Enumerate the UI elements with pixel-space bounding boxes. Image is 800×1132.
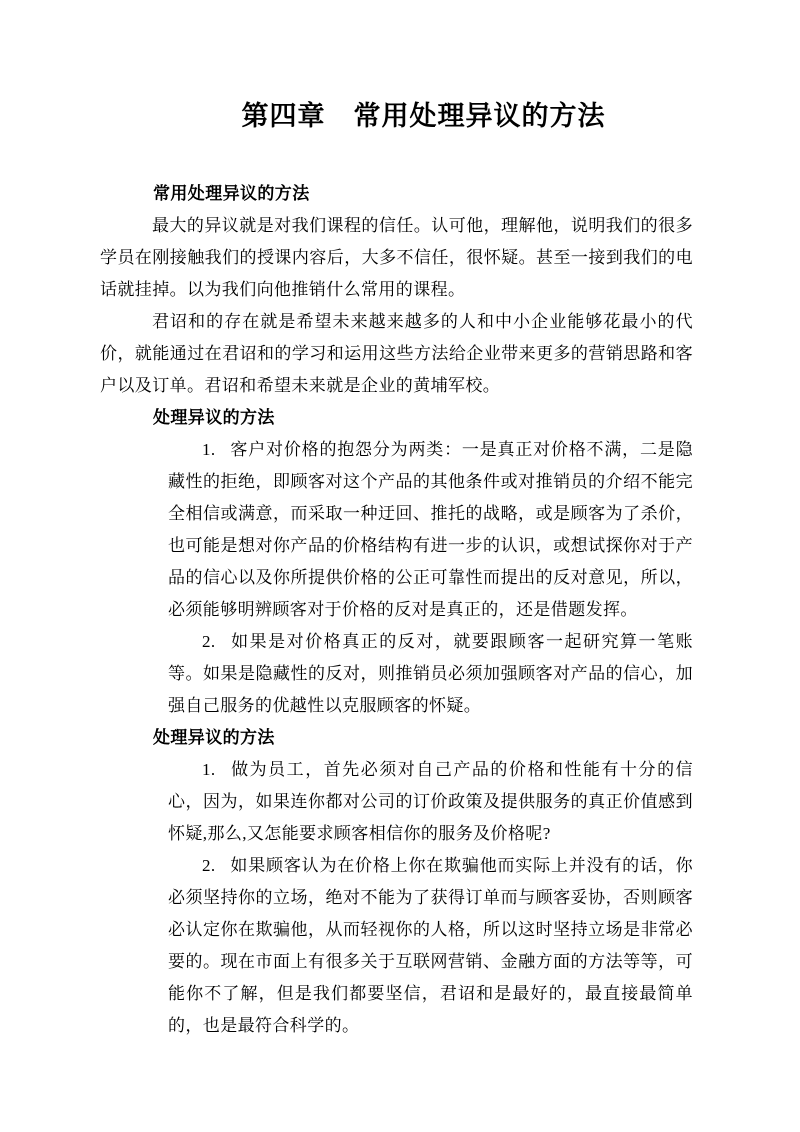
list-item	[168, 434, 693, 626]
list-item-text: 如果是对价格真正的反对，就要跟顾客一起研究算一笔账等。如果是隐藏性的反对，则推销员必须加强顾客对产品的信心，加强自己服务的优越性以克服顾客的怀疑。	[168, 632, 693, 715]
list-item-number: 2.	[202, 856, 216, 875]
section-heading: 处理异议的方法	[153, 728, 275, 747]
chapter-title: 第四章 常用处理异议的方法	[241, 101, 606, 131]
list-item	[168, 626, 693, 722]
list-item-text: 做为员工，首先必须对自己产品的价格和性能有十分的信心，因为，如果连你都对公司的订价政策及提供服务的真正价值感到怀疑,那么,又怎能要求顾客相信你的服务及价格呢?	[168, 760, 693, 843]
list-item-text: 客户对价格的抱怨分为两类：一是真正对价格不满，二是隐藏性的拒绝，即顾客对这个产品的其他条件或对推销员的介绍不能完全相信或满意，而采取一种迂回、推托的战略，或是顾客为了杀价，也可能是想对你产品的价格结构有进一步的认识，或想试探你对于产品的信心以及你所提供价格的公正可靠性而提出的反对意见，所以，必须能够明辨顾客对于价格的反对是真正的，还是借题发挥。	[168, 440, 693, 619]
list-item-text: 如果顾客认为在价格上你在欺骗他而实际上并没有的话，你必须坚持你的立场，绝对不能为了获得订单而与顾客妥协，否则顾客必认定你在欺骗他，从而轻视你的人格，所以这时坚持立场是非常必要的。现在市面上有很多关于互联网营销、金融方面的方法等等，可能你不了解，但是我们都要坚信，君诏和是最好的，最直接最简单的，也是最符合科学的。	[168, 856, 693, 1035]
list-item-number: 2.	[202, 632, 216, 651]
list-item-number: 1.	[202, 440, 216, 459]
paragraph: 最大的异议就是对我们课程的信任。认可他，理解他，说明我们的很多学员在刚接触我们的授课内容后，大多不信任，很怀疑。甚至一接到我们的电话就挂掉。以为我们向他推销什么常用的课程。	[100, 216, 693, 299]
list-item	[168, 754, 693, 850]
section-heading: 常用处理异议的方法	[153, 184, 310, 203]
paragraph: 君诏和的存在就是希望未来越来越多的人和中小企业能够花最小的代价，就能通过在君诏和的学习和运用这些方法给企业带来更多的营销思路和客户以及订单。君诏和希望未来就是企业的黄埔军校。	[100, 312, 693, 395]
list-item	[168, 850, 693, 1042]
section-heading: 处理异议的方法	[153, 408, 275, 427]
list-item-number: 1.	[202, 760, 216, 779]
document-content	[100, 178, 693, 1042]
